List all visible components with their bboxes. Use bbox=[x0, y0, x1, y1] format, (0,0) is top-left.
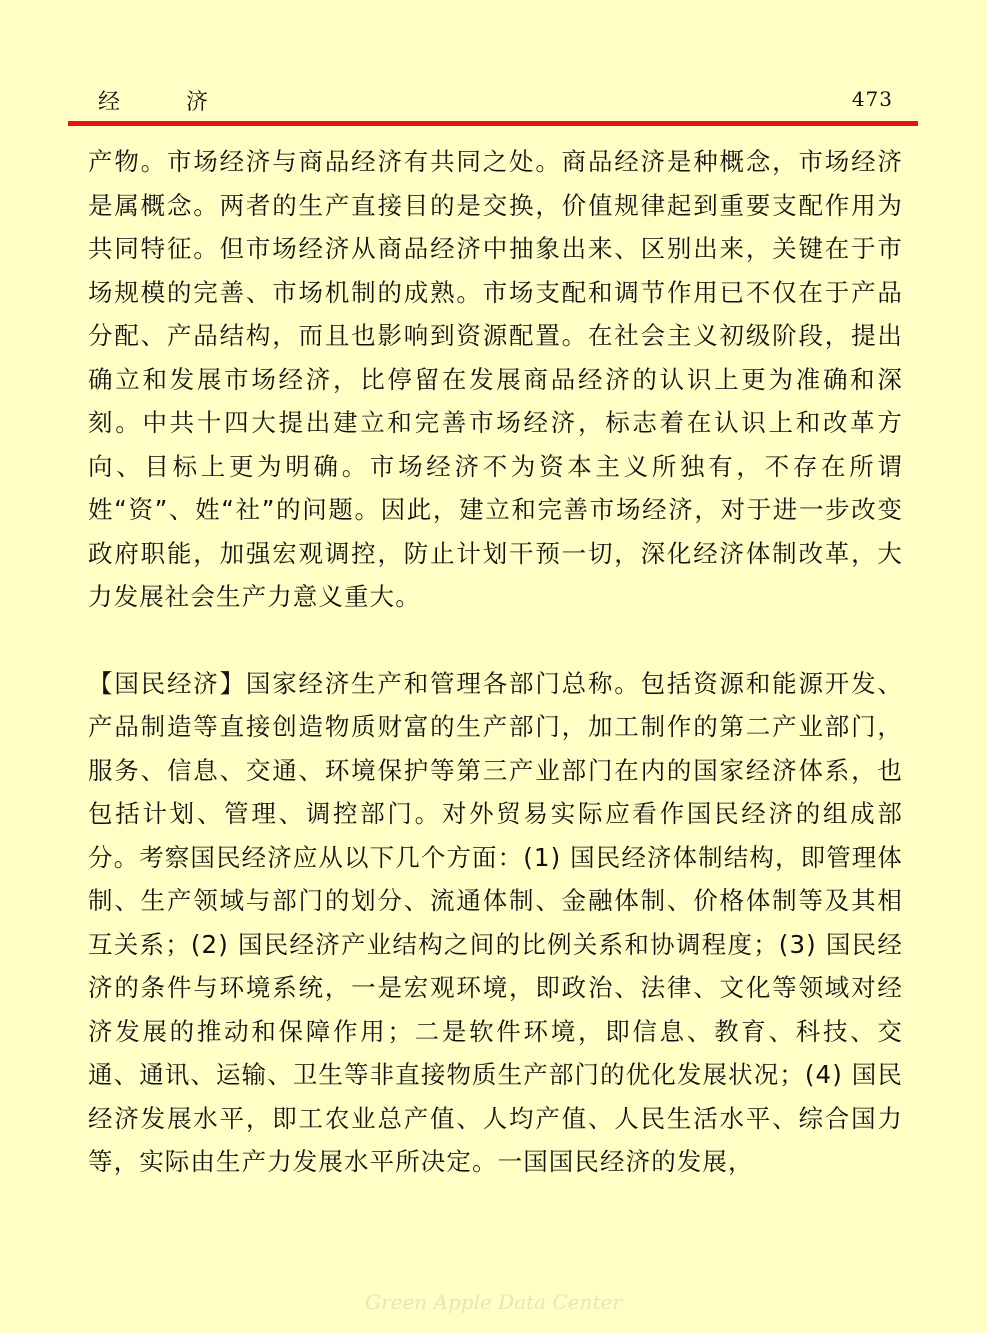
entry-guomin-jingji bbox=[88, 662, 903, 1184]
page-number: 473 bbox=[851, 87, 893, 111]
watermark: Green Apple Data Center bbox=[365, 1290, 622, 1314]
header-divider bbox=[68, 121, 918, 126]
page-body bbox=[88, 140, 903, 1184]
paragraph-continuation bbox=[88, 140, 903, 619]
paragraph-text: 国家经济生产和管理各部门总称。包括资源和能源开发、产品制造等直接创造物质财富的生产部门，加工制作的第二产业部门，服务、信息、交通、环境保护等第三产业部门在内的国家经济体系，也包括计划、管理、调控部门。对外贸易实际应看作国民经济的组成部分。考察国民经济应从以下几个方面：(1) 国民经济体制结构，即管理体制、生产领域与部门的划分、流通体制、金融体制、价格体制等及其相互关系；(2) 国民经济产业结构之间的比例关系和协调程度；(3) 国民经济的条件与环境系统，一是宏观环境，即政治、法律、文化等领域对经济发展的推动和保障作用；二是软件环境，即信息、教育、科技、交通、通讯、运输、卫生等非直接物质生产部门的优化发展状况；(4) 国民经济发展水平，即工农业总产值、人均产值、人民生活水平、综合国力等，实际由生产力发展水平所决定。一国国民经济的发展， bbox=[88, 668, 904, 1176]
running-title: 经济 bbox=[98, 90, 275, 115]
entry-term: 【国民经济】 bbox=[88, 668, 246, 698]
page-header bbox=[98, 85, 893, 115]
paragraph-text: 产物。市场经济与商品经济有共同之处。商品经济是种概念，市场经济是属概念。两者的生产直接目的是交换，价值规律起到重要支配作用为共同特征。但市场经济从商品经济中抽象出来、区别出来，关键在于市场规模的完善、市场机制的成熟。市场支配和调节作用已不仅在于产品分配、产品结构，而且也影响到资源配置。在社会主义初级阶段，提出确立和发展市场经济，比停留在发展商品经济的认识上更为准确和深刻。中共十四大提出建立和完善市场经济，标志着在认识上和改革方向、目标上更为明确。市场经济不为资本主义所独有，不存在所谓姓“资”、姓“社”的问题。因此，建立和完善市场经济，对于进一步改变政府职能，加强宏观调控，防止计划干预一切，深化经济体制改革，大力发展社会生产力意义重大。 bbox=[88, 147, 903, 611]
